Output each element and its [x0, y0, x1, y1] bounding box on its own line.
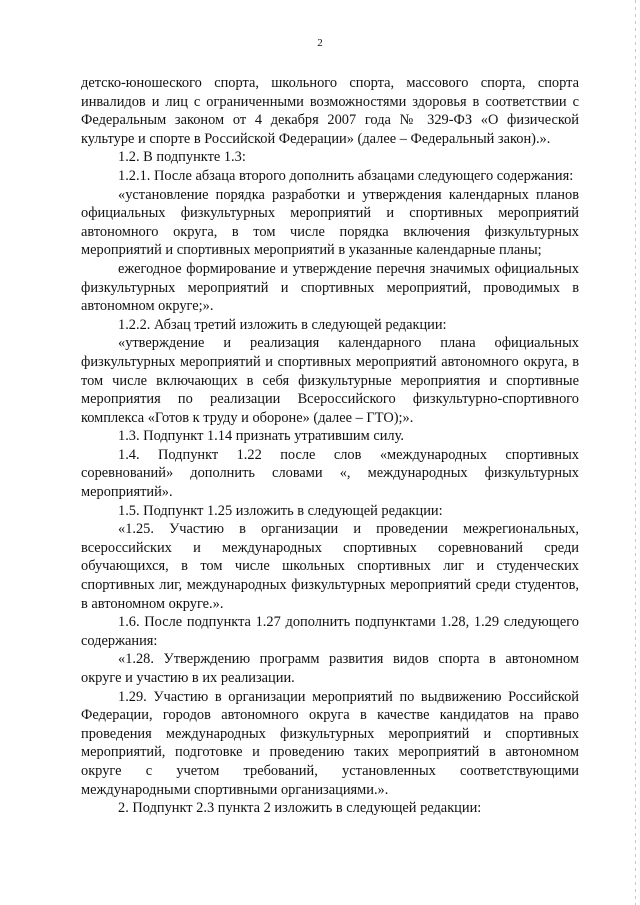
paragraph: «утверждение и реализация календарного плана официальных физкультурных мероприятий и спортивных мероприятий автономного округа, в том числе включающих в себя физкультурные мероприятия и спортивные мероприятия по реализации Всероссийского физкультурно-спортивного комплекса «Готов к труду и обороне» (далее – ГТО);».: [81, 335, 579, 426]
paragraph: 1.3. Подпункт 1.14 признать утратившим силу.: [118, 428, 404, 445]
paragraph: 1.4. Подпункт 1.22 после слов «международных спортивных соревнований» дополнить словами «, международных физкультурных мероприятий».: [81, 446, 579, 501]
paragraph: 1.2. В подпункте 1.3:: [118, 149, 246, 166]
paragraph: 1.2.2. Абзац третий изложить в следующей редакции:: [118, 316, 447, 333]
paragraph: 2. Подпункт 2.3 пункта 2 изложить в следующей редакции:: [118, 800, 482, 817]
paragraph: 1.2.1. После абзаца второго дополнить абзацами следующего содержания:: [118, 167, 574, 184]
paragraph: детско-юношеского спорта, школьного спорта, массового спорта, спорта инвалидов и лиц с ограниченными возможностями здоровья в соответствии с Федеральным законом от 4 декабря 2007 года № 329-ФЗ «О физической культуре и спорте в Российской Федерации» (далее – Федеральный закон).».: [81, 75, 579, 147]
paragraph: 1.5. Подпункт 1.25 изложить в следующей редакции:: [118, 502, 443, 519]
paragraph: 1.6. После подпункта 1.27 дополнить подпунктами 1.28, 1.29 следующего содержания:: [81, 614, 579, 649]
paragraph: «установление порядка разработки и утверждения календарных планов официальных физкультурных мероприятий и спортивных мероприятий автономного округа, в том числе порядка включения физкультурных мероприятий и спортивных мероприятий в указанные календарные планы;: [81, 186, 579, 259]
page-number: 2: [317, 37, 323, 49]
paragraph: «1.25. Участию в организации и проведении межрегиональных, всероссийских и международных спортивных соревнований среди обучающихся, в том числе школьных спортивных лиг и студенческих спортивных лиг, международных физкультурных мероприятий среди студентов, в автономном округе.».: [81, 521, 579, 612]
paragraph: ежегодное формирование и утверждение перечня значимых официальных физкультурных мероприятий и спортивных мероприятий, проводимых в автономном округе;».: [81, 260, 579, 315]
paragraph: «1.28. Утверждению программ развития видов спорта в автономном округе и участию в их реализации.: [81, 651, 579, 686]
scan-edge-line: [635, 0, 636, 905]
document-body: [81, 74, 579, 818]
paragraph: 1.29. Участию в организации мероприятий по выдвижению Российской Федерации, городов автономного округа в качестве кандидатов на право проведения международных физкультурных мероприятий и спортивных мероприятий, подготовке и проведению таких мероприятий в автономном округе с учетом требований, установленных соответствующими международными спортивными организациями.».: [81, 688, 579, 798]
